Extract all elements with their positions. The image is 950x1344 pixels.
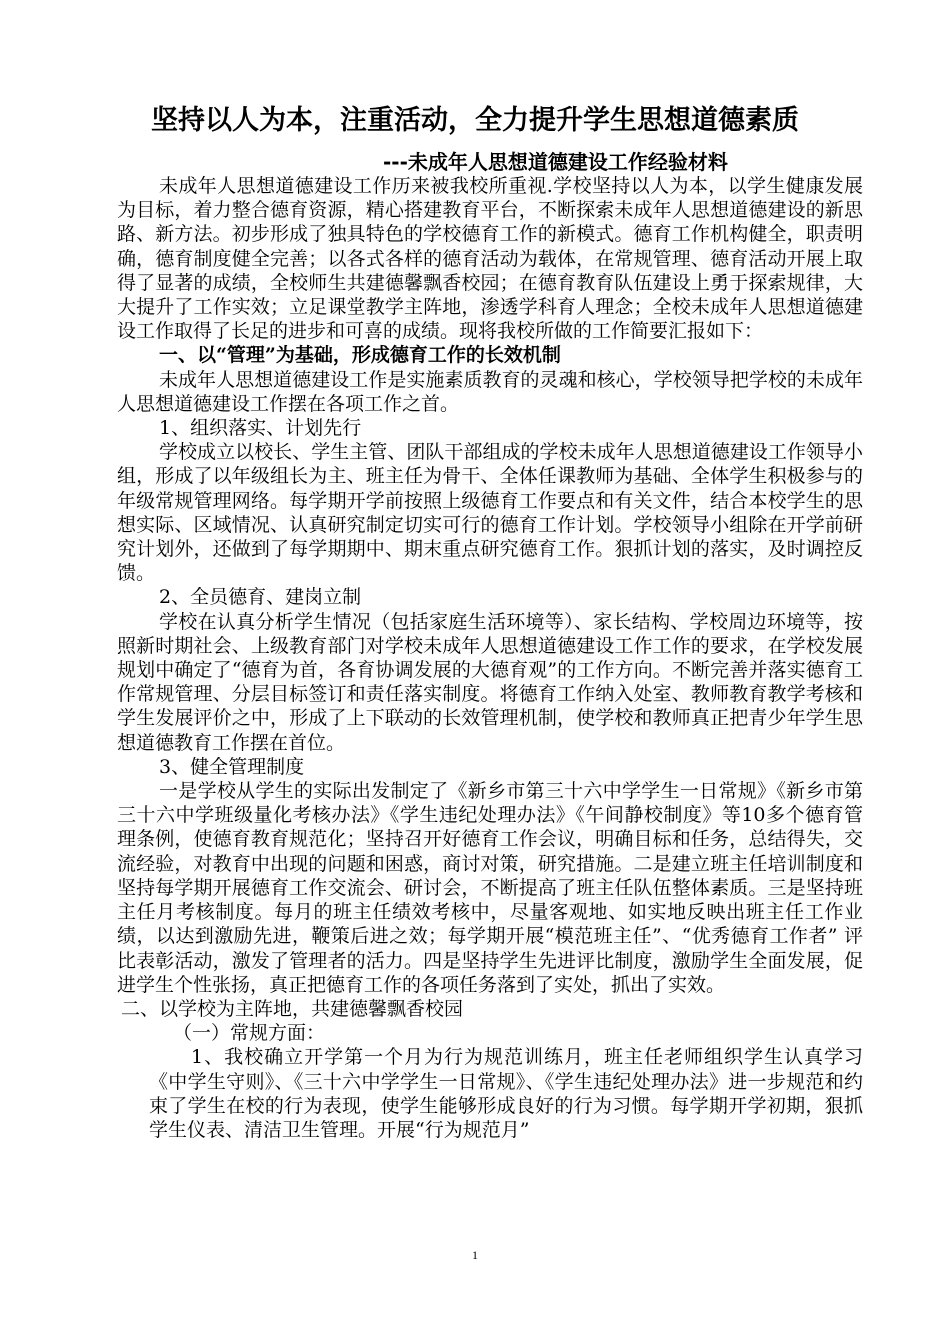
paragraph-1-1: 学校成立以校长、学生主管、团队干部组成的学校未成年人思想道德建设工作领导小组，形成了以年级组长为主、班主任为骨干、全体任课教师为基础、全体学生积极参与的年级常规管理网络。每学期开学前按照上级德育工作要点和有关文件，结合本校学生的思想实际、区域情况、认真研究制定切实可行的德育工作计划。学校领导小组除在开学前研究计划外，还做到了每学期期中、期末重点研究德育工作。狠抓计划的落实，及时调控反馈。	[117, 441, 863, 585]
paragraph-2-1: 1、我校确立开学第一个月为行为规范训练月，班主任老师组织学生认真学习《中学生守则》、《三十六中学学生一日常规》、《学生违纪处理办法》进一步规范和约束了学生在校的行为表现，使学生能够形成良好的行为习惯。每学期开学初期，狠抓学生仪表、清洁卫生管理。开展“行为规范月”	[149, 1046, 863, 1141]
page-number: 1	[472, 1248, 478, 1262]
subheading-1-2: 2、全员德育、建岗立制	[159, 586, 362, 609]
paragraph-section-1: 未成年人思想道德建设工作是实施素质教育的灵魂和核心，学校领导把学校的未成年人思想道德建设工作摆在各项工作之首。	[117, 368, 863, 415]
document-subtitle: ---未成年人思想道德建设工作经验材料	[383, 150, 728, 174]
subheading-2-1: （一）常规方面：	[173, 1022, 326, 1045]
section-heading-1: 一、以“管理”为基础，形成德育工作的长效机制	[159, 344, 561, 367]
paragraph-1-2: 学校在认真分析学生情况（包括家庭生活环境等）、家长结构、学校周边环境等，按照新时期社会、上级教育部门对学校未成年人思想道德建设工作工作的要求，在学校发展规划中确定了“德育为首，各育协调发展的大德育观”的工作方向。不断完善并落实德育工作常规管理、分层目标签订和责任落实制度。将德育工作纳入处室、教师教育教学考核和学生发展评价之中，形成了上下联动的长效管理机制，使学校和教师真正把青少年学生思想道德教育工作摆在首位。	[117, 610, 863, 754]
document-body	[117, 174, 863, 1142]
paragraph-1-3: 一是学校从学生的实际出发制定了《新乡市第三十六中学学生一日常规》《新乡市第三十六中学班级量化考核办法》《学生违纪处理办法》《午间静校制度》等10多个德育管理条例，使德育教育规范化；坚持召开好德育工作会议，明确目标和任务，总结得失，交流经验，对教育中出现的问题和困惑，商讨对策，研究措施。二是建立班主任培训制度和坚持每学期开展德育工作交流会、研讨会，不断提高了班主任队伍整体素质。三是坚持班主任月考核制度。每月的班主任绩效考核中，尽量客观地、如实地反映出班主任工作业绩，以达到激励先进，鞭策后进之效；每学期开展“模范班主任”、“优秀德育工作者” 评比表彰活动，激发了管理者的活力。四是坚持学生先进评比制度，激励学生全面发展，促进学生个性张扬，真正把德育工作的各项任务落到了实处，抓出了实效。	[117, 780, 863, 996]
subheading-1-3: 3、健全管理制度	[159, 755, 305, 778]
section-heading-2: 二、以学校为主阵地，共建德馨飘香校园	[121, 997, 464, 1020]
document-title: 坚持以人为本，注重活动，全力提升学生思想道德素质	[151, 105, 799, 136]
subheading-1-1: 1、组织落实、计划先行	[159, 417, 362, 440]
paragraph-intro: 未成年人思想道德建设工作历来被我校所重视.学校坚持以人为本，以学生健康发展为目标，着力整合德育资源，精心搭建教育平台，不断探索未成年人思想道德建设的新思路、新方法。初步形成了独具特色的学校德育工作的新模式。德育工作机构健全，职责明确，德育制度健全完善；以各式各样的德育活动为载体，在常规管理、德育活动开展上取得了显著的成绩，全校师生共建德馨飘香校园；在德育教育队伍建设上勇于探索规律，大大提升了工作实效；立足课堂教学主阵地，渗透学科育人理念；全校未成年人思想道德建设工作取得了长足的进步和可喜的成绩。现将我校所做的工作简要汇报如下：	[117, 175, 863, 343]
